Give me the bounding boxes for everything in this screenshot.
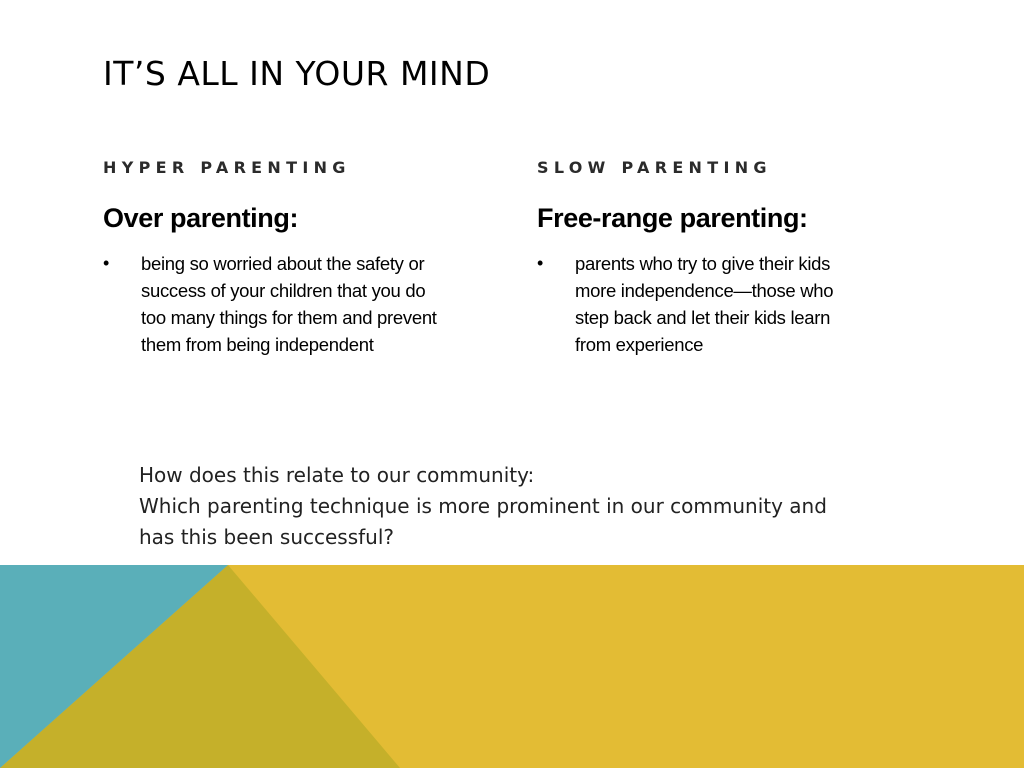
bullet-icon: • [537, 253, 544, 273]
bullet-icon: • [103, 253, 110, 273]
hyper-parenting-bullet-list [103, 250, 463, 358]
slow-parenting-bullet-list [537, 250, 897, 358]
slow-parenting-heading: SLOW PARENTING [537, 158, 772, 177]
bullet-text: being so worried about the safety or success of your children that you do too many things for them and prevent them from being independent [141, 253, 437, 355]
slow-parenting-column [537, 156, 897, 355]
bullet-text: parents who try to give their kids more independence—those who step back and let their kids learn from experience [575, 253, 834, 355]
over-parenting-subheading: Over parenting: [103, 203, 299, 233]
discussion-questions [139, 460, 899, 553]
list-item [537, 250, 897, 358]
question-line-1: How does this relate to our community: [139, 463, 535, 487]
hyper-parenting-column [103, 156, 463, 355]
decorative-footer-band [0, 565, 1024, 768]
question-line-2: Which parenting technique is more prominent in our community and [139, 494, 827, 518]
question-line-3: has this been successful? [139, 525, 395, 549]
free-range-parenting-subheading: Free-range parenting: [537, 203, 808, 233]
hyper-parenting-heading: HYPER PARENTING [103, 158, 351, 177]
slide-title: IT’S ALL IN YOUR MIND [103, 54, 491, 93]
list-item [103, 250, 463, 358]
